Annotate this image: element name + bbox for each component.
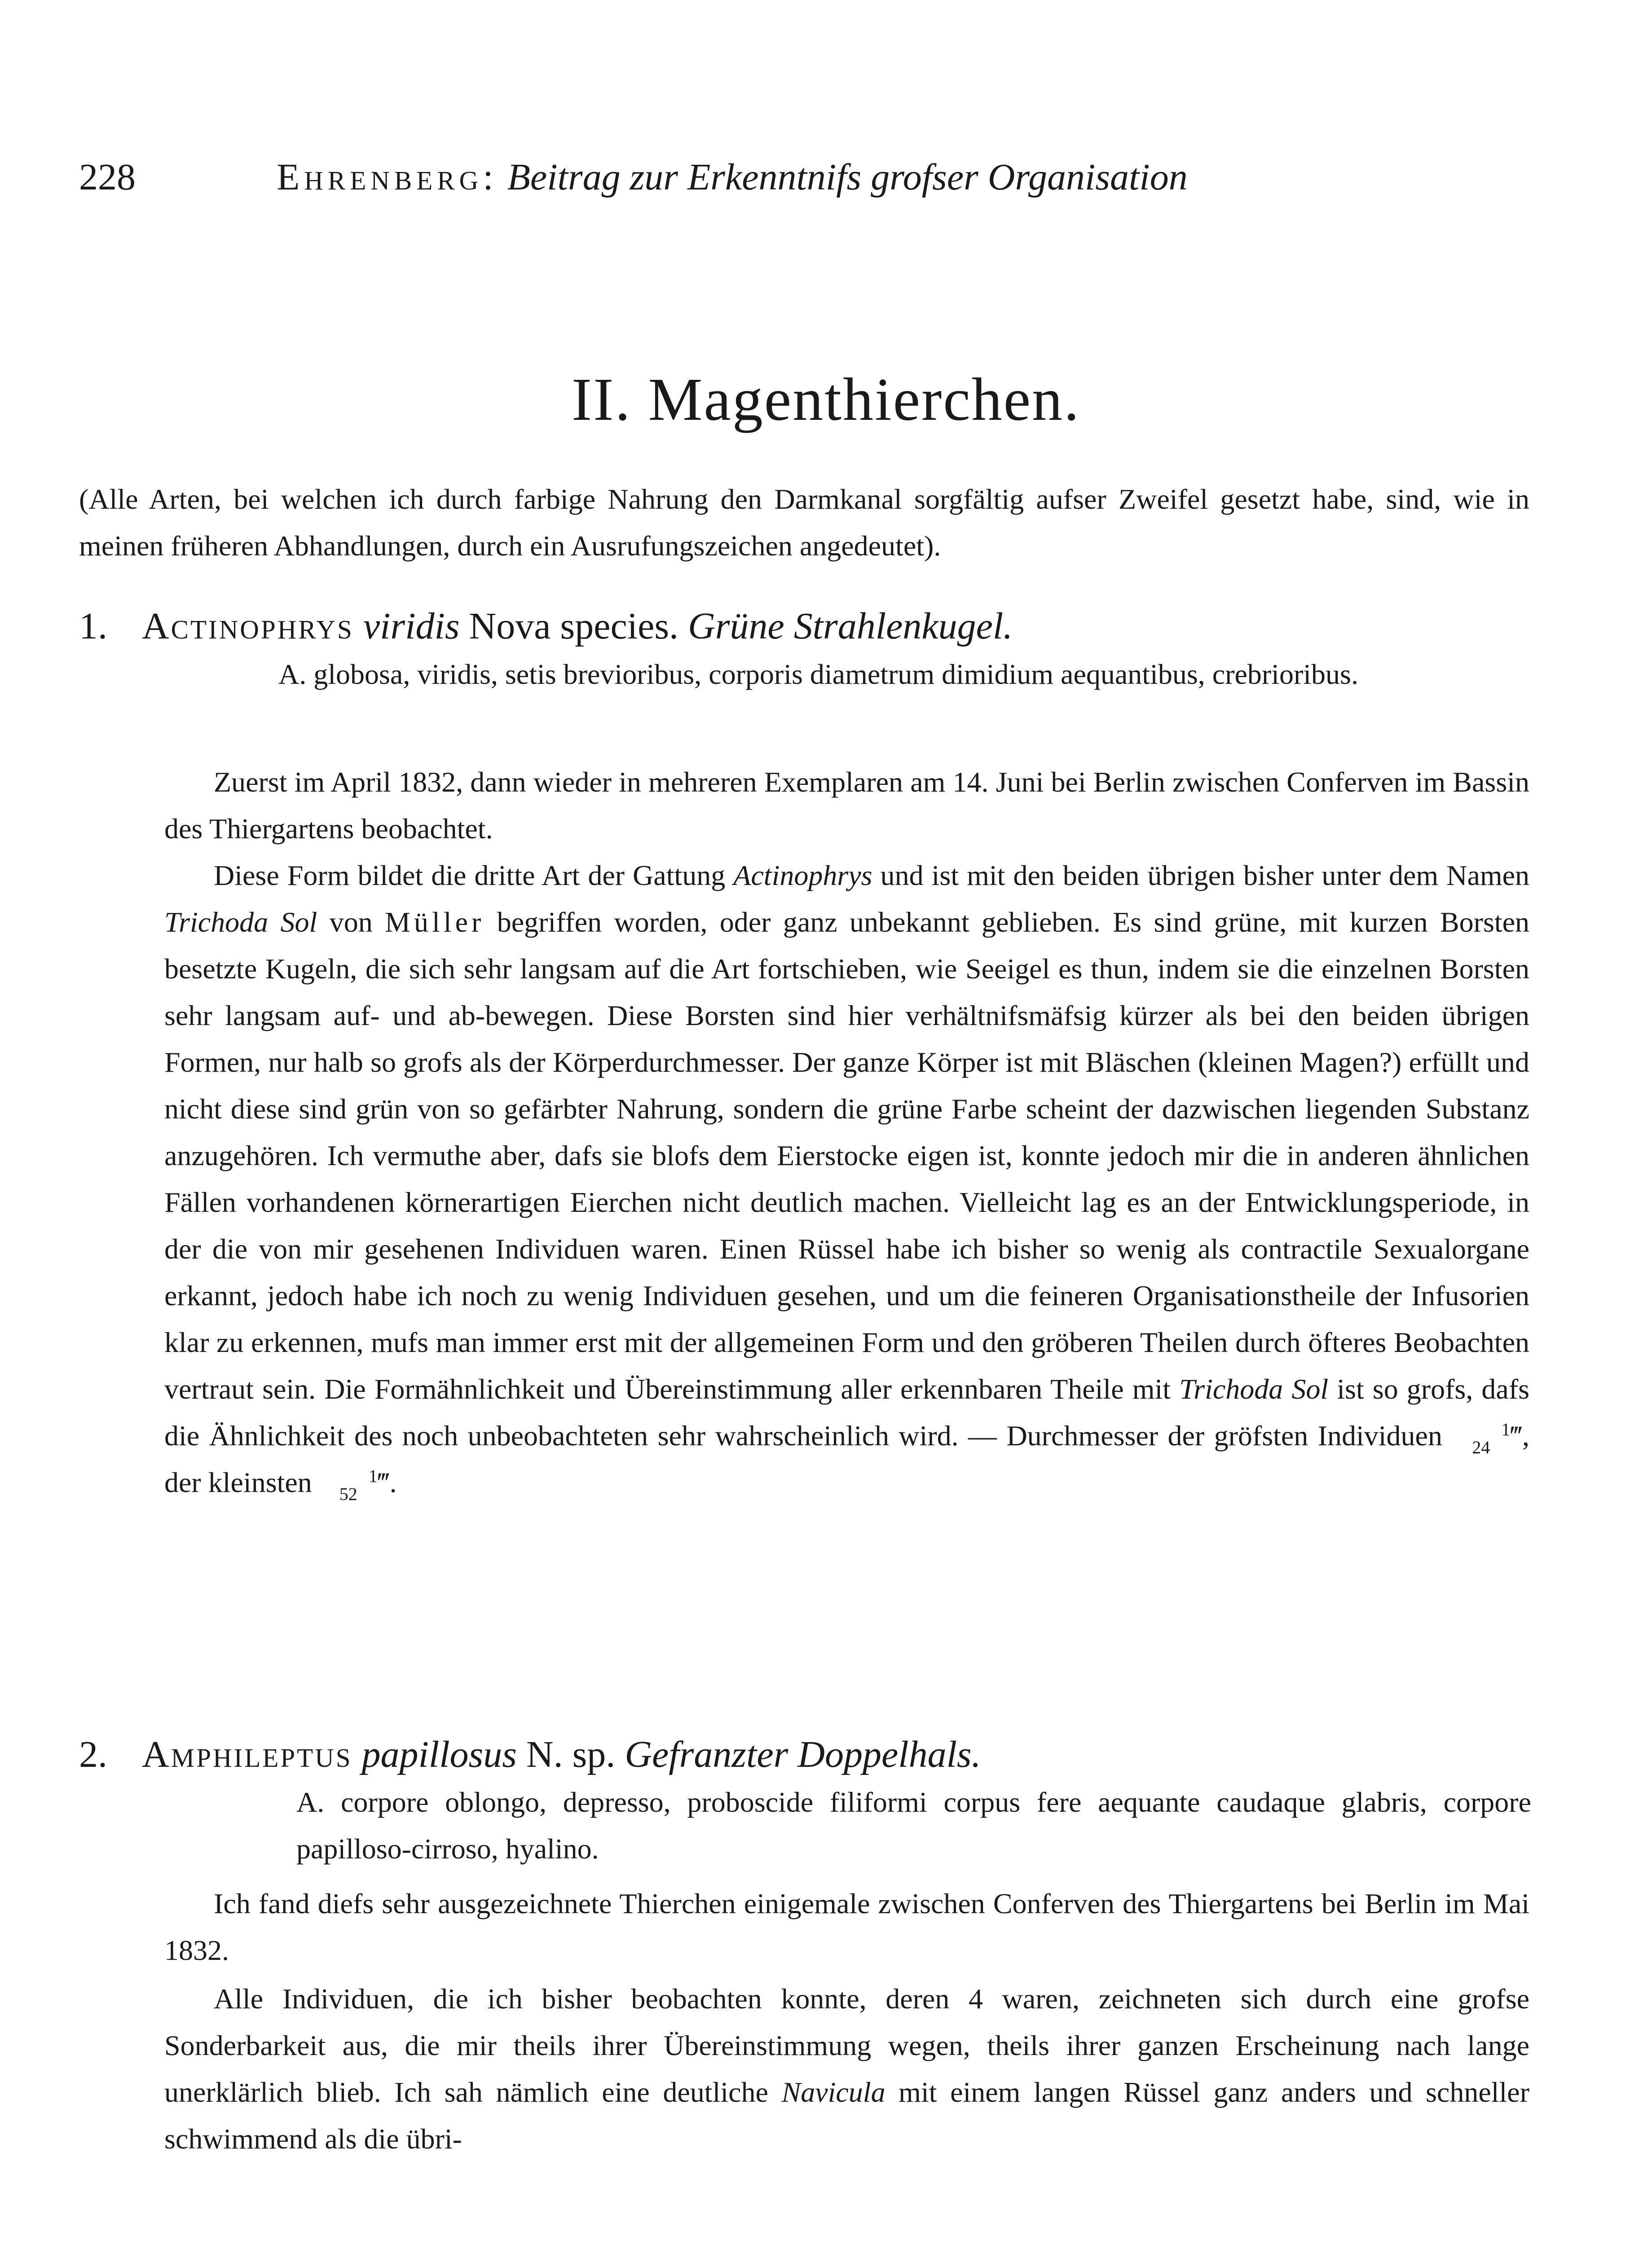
text-run: mit einem langen Rüssel ganz anders und schneller schwimmend als die übri- [164, 2076, 1530, 2155]
text-run: Alle Individuen, die ich bisher beobachten konnte, deren 4 waren, zeichneten sich durch eine grofse Sonderbarkeit aus, die mir theils ihrer Übereinstimmung wegen, theils ihrer ganzen Erscheinung nach lange unerklärlich blieb. Ich sah nämlich eine deutliche [164, 1983, 1529, 2108]
species-epithet: viridis [363, 605, 460, 647]
fraction [1452, 1421, 1510, 1457]
species-paragraph-2a: Ich fand diefs sehr ausgezeichnete Thierchen einigemale zwischen Conferven des Thiergartens bei Berlin im Mai 1832. [164, 1888, 1529, 1966]
species-paragraph-1a: Zuerst im April 1832, dann wieder in mehreren Exemplaren am 14. Juni bei Berlin zwischen Conferven im Bassin des Thiergartens beobachtet. [164, 766, 1529, 845]
species-epithet: papillosus [361, 1734, 517, 1775]
species-heading-1 [79, 599, 1013, 653]
species-paragraph-1b [164, 852, 1529, 1506]
fraction-denominator: 52 [339, 1484, 357, 1505]
text-run: ist so grofs, dafs die Ähnlichkeit des noch unbeobachteten sehr wahrscheinlich wird. — Durchmesser der gröfsten Individuen [164, 1373, 1530, 1452]
text-run: der kleinsten [164, 1466, 312, 1498]
fraction [319, 1467, 378, 1503]
species-status: Nova species. [469, 605, 679, 647]
section-heading: II. Magenthierchen. [571, 366, 1081, 433]
fraction-numerator: 1 [368, 1466, 378, 1487]
text-run: begriffen worden, oder ganz unbekannt geblieben. Es sind grüne, mit kurzen Borsten besetzte Kugeln, die sich sehr langsam auf die Art fortschieben, wie Seeigel es thun, indem sie die einzelnen Borsten sehr langsam auf- und ab-bewegen. Diese Borsten sind hier verhältnifsmäfsig kürzer als bei den beiden übrigen Formen, nur halb so grofs als der Körperdurchmesser. Der ganze Körper ist mit Bläschen (kleinen Magen?) erfüllt und nicht diese sind grün von so gefärbter Nahrung, sondern die grüne Farbe scheint der dazwischen liegenden Substanz anzugehören. Ich vermuthe aber, dafs sie blofs dem Eierstocke eigen ist, konnte jedoch mir die in anderen ähnlichen Fällen vorhandenen körnerartigen Eierchen nicht deutlich machen. Vielleicht lag es an der Entwicklungsperiode, in der die von mir gesehenen Individuen waren. Einen Rüssel habe ich bisher so wenig als contractile Sexualorgane erkannt, jedoch habe ich noch zu wenig Individuen gesehen, und um die feineren Organisationstheile der Infusorien klar zu erkennen, mufs man immer erst mit der allgemeinen Form und den gröberen Theilen durch öfteres Beobachten vertraut sein. Die Formähnlichkeit und Übereinstimmung aller erkennbaren Theile mit [164, 906, 1530, 1405]
species-genus: Actinophrys [142, 605, 354, 647]
species-heading-2 [79, 1728, 981, 1782]
species-status: N. sp. [526, 1734, 616, 1775]
species-number: 2. [79, 1734, 107, 1775]
running-head-author: Ehrenberg: [277, 156, 498, 198]
fraction-numerator: 1 [1501, 1419, 1511, 1440]
species-number: 1. [79, 605, 107, 647]
running-head-title: Beitrag zur Erkenntnifs grofser Organisation [507, 156, 1188, 198]
species-common-name: Gefranzter Doppelhals. [625, 1734, 981, 1775]
running-head [79, 150, 1516, 204]
author-name: Müller [385, 906, 485, 938]
genus-name: Actinophrys [733, 859, 872, 891]
species-diagnosis-1: A. globosa, viridis, setis brevioribus, corporis diametrum dimidium aequantibus, crebrioribus. [278, 658, 1358, 690]
taxon-name: Trichoda Sol [1179, 1373, 1329, 1405]
species-common-name: Grüne Strahlenkugel. [688, 605, 1013, 647]
species-genus: Amphileptus [142, 1734, 352, 1775]
text-run: von [329, 906, 373, 938]
intro-note: (Alle Arten, bei welchen ich durch farbige Nahrung den Darmkanal sorgfältig aufser Zweifel gesetzt habe, sind, wie in meinen früheren Abhandlungen, durch ein Ausrufungszeichen angedeutet). [79, 483, 1529, 562]
text-run: Diese Form bildet die dritte Art der Gattung [214, 859, 726, 891]
unit-mark: ‴. [377, 1466, 397, 1498]
fraction-denominator: 24 [1472, 1437, 1490, 1458]
species-diagnosis-2: A. corpore oblongo, depresso, proboscide filiformi corpus fere aequante caudaque glabris, corpore papilloso-cirroso, hyalino. [296, 1786, 1531, 1865]
species-paragraph-2b [164, 1976, 1529, 2162]
genus-name: Navicula [781, 2076, 885, 2108]
page-number: 228 [79, 156, 136, 198]
taxon-name: Trichoda Sol [164, 906, 317, 938]
unit-mark: ‴, [1510, 1420, 1530, 1452]
text-run: und ist mit den beiden übrigen bisher unter dem Namen [880, 859, 1530, 891]
